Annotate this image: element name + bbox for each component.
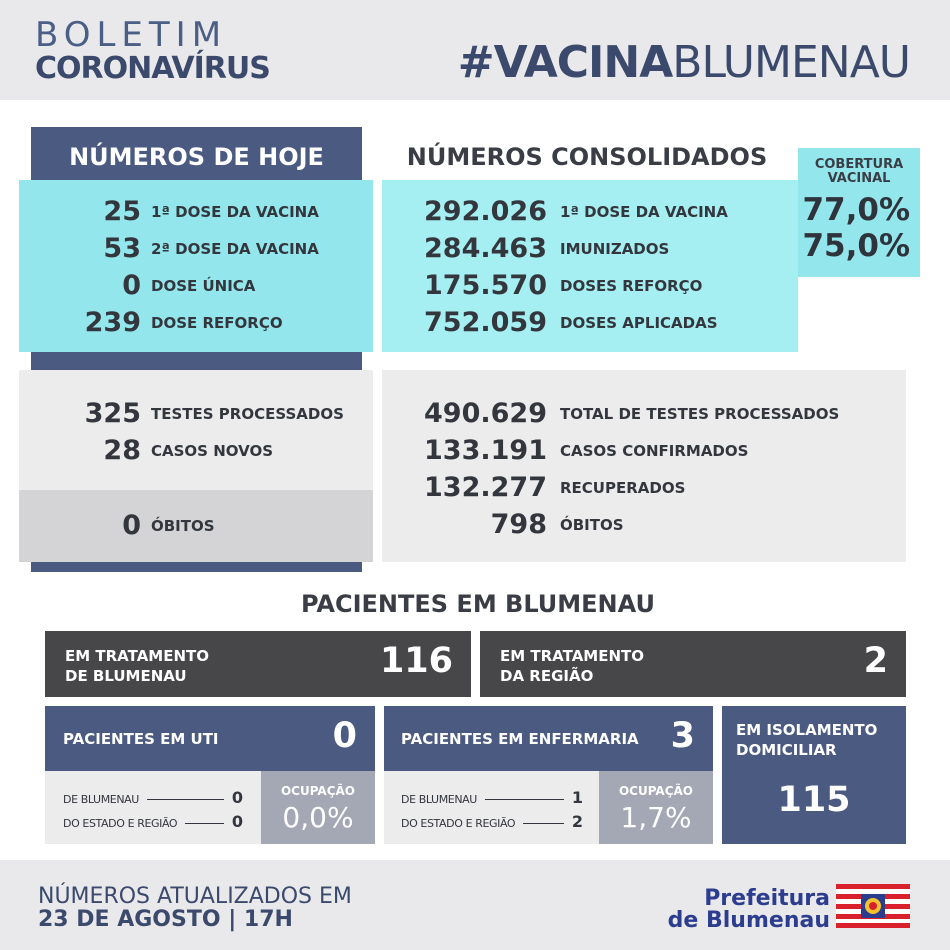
uti-row-label: DE BLUMENAU: [63, 793, 139, 806]
uti-row-label: DO ESTADO E REGIÃO: [63, 817, 178, 830]
trat-blumenau-label: [65, 646, 209, 686]
stat-label: CASOS CONFIRMADOS: [560, 441, 749, 460]
trat-regiao-value: 2: [863, 641, 888, 681]
stat-value: 292.026: [424, 196, 547, 227]
hoje-vacina-row: [19, 230, 373, 267]
consolidados-testes-row: [382, 506, 906, 543]
hoje-title: NÚMEROS DE HOJE: [69, 143, 324, 171]
consolidados-testes-row: [382, 395, 906, 432]
isolamento-label-line2: DOMICILIAR: [736, 741, 837, 759]
stat-label: 2ª DOSE DA VACINA: [151, 239, 319, 258]
uti-detail-box: [45, 771, 261, 844]
hoje-obitos-row: [19, 507, 373, 544]
stat-label: 1ª DOSE DA VACINA: [151, 202, 319, 221]
stat-value: 53: [103, 233, 141, 264]
enfermaria-row-value: 1: [571, 788, 583, 807]
hoje-vacina-row: [19, 304, 373, 341]
uti-row-blumenau: [63, 788, 243, 807]
stat-label: DOSE ÚNICA: [151, 276, 256, 295]
uti-ocupacao-label: OCUPAÇÃO: [280, 784, 356, 798]
hoje-vacina-row: [19, 193, 373, 230]
hoje-vacina-list: [19, 193, 373, 341]
enfermaria-ocupacao-box: [599, 771, 713, 844]
hoje-vacina-row: [19, 267, 373, 304]
hashtag-light: BLUMENAU: [672, 37, 910, 88]
uti-value: 0: [332, 716, 357, 756]
trat-regiao-label-line2: DA REGIÃO: [500, 667, 594, 685]
enfermaria-detail-box: [384, 771, 599, 844]
trat-blumenau-value: 116: [379, 641, 453, 681]
stat-value: 0: [122, 510, 141, 541]
stat-label: DOSES REFORÇO: [560, 276, 703, 295]
trat-blumenau-label-line2: DE BLUMENAU: [65, 667, 187, 685]
stat-value: 490.629: [424, 398, 547, 429]
hoje-testes-row: [19, 395, 373, 432]
trat-blumenau-label-line1: EM TRATAMENTO: [65, 647, 210, 665]
uti-ocupacao-box: [261, 771, 375, 844]
stat-label: TESTES PROCESSADOS: [151, 404, 344, 423]
trat-regiao-label: [500, 646, 644, 686]
isolamento-value: 115: [777, 780, 851, 820]
uti-row-value: 0: [231, 812, 243, 831]
updated-label: NÚMEROS ATUALIZADOS EM: [38, 884, 352, 909]
hoje-testes-list: [19, 395, 373, 469]
enfermaria-label: PACIENTES EM ENFERMARIA: [401, 730, 639, 748]
stat-label: TOTAL DE TESTES PROCESSADOS: [560, 404, 840, 423]
blumenau-flag-icon: [836, 884, 910, 928]
consolidados-vacina-row: [382, 304, 798, 341]
stat-value: 325: [84, 398, 141, 429]
enfermaria-ocupacao-value: 1,7%: [620, 801, 692, 834]
leader-line: [485, 799, 564, 800]
prefeitura-logo-text: [660, 888, 830, 932]
hashtag-vacina-blumenau: [458, 38, 910, 88]
stat-label: ÓBITOS: [560, 515, 624, 534]
stat-value: 25: [103, 196, 141, 227]
stat-label: IMUNIZADOS: [560, 239, 670, 258]
stat-value: 132.277: [424, 472, 547, 503]
hoje-testes-row: [19, 432, 373, 469]
stat-value: 798: [490, 509, 547, 540]
coronavirus-title: CORONAVÍRUS: [35, 51, 270, 86]
uti-row-estado: [63, 812, 243, 831]
updated-date: 23 DE AGOSTO | 17H: [38, 907, 293, 932]
leader-line: [147, 799, 224, 800]
leader-line: [523, 823, 564, 824]
cobertura-title-line1: COBERTURA: [814, 157, 904, 172]
stat-label: CASOS NOVOS: [151, 441, 273, 460]
cobertura-value-2: 75,0%: [802, 228, 910, 264]
enfermaria-row-value: 2: [571, 812, 583, 831]
stat-label: ÓBITOS: [151, 516, 215, 535]
stat-value: 239: [84, 307, 141, 338]
stat-value: 175.570: [424, 270, 547, 301]
cobertura-value-1: 77,0%: [802, 192, 910, 228]
consolidados-vacina-row: [382, 193, 798, 230]
stat-value: 133.191: [424, 435, 547, 466]
stat-value: 284.463: [424, 233, 547, 264]
pacientes-title: PACIENTES EM BLUMENAU: [301, 590, 655, 618]
cobertura-title-line2: VACINAL: [827, 171, 891, 186]
stat-label: DOSE REFORÇO: [151, 313, 283, 332]
isolamento-label: [736, 720, 877, 760]
hoje-divider-bar: [31, 352, 362, 370]
boletim-title: BOLETIM: [35, 15, 228, 55]
hoje-bottom-bar: [31, 562, 362, 572]
enfermaria-row-label: DO ESTADO E REGIÃO: [401, 817, 516, 830]
trat-regiao-label-line1: EM TRATAMENTO: [500, 647, 645, 665]
uti-label: PACIENTES EM UTI: [63, 730, 219, 748]
consolidados-title: NÚMEROS CONSOLIDADOS: [406, 143, 768, 171]
trat-regiao-box: [480, 631, 906, 697]
consolidados-testes-row: [382, 432, 906, 469]
stat-label: DOSES APLICADAS: [560, 313, 718, 332]
consolidados-vacina-list: [382, 193, 798, 341]
consolidados-vacina-row: [382, 230, 798, 267]
hashtag-bold: #VACINA: [457, 37, 673, 88]
isolamento-label-line1: EM ISOLAMENTO: [736, 721, 878, 739]
consolidados-testes-list: [382, 395, 906, 543]
enfermaria-row-estado: [401, 812, 583, 831]
isolamento-box: [722, 706, 906, 844]
enfermaria-value: 3: [670, 716, 695, 756]
trat-blumenau-box: [45, 631, 471, 697]
prefeitura-line2: de Blumenau: [667, 908, 830, 933]
enfermaria-row-label: DE BLUMENAU: [401, 793, 477, 806]
stat-value: 752.059: [424, 307, 547, 338]
consolidados-testes-row: [382, 469, 906, 506]
prefeitura-line1: Prefeitura: [704, 886, 830, 911]
enfermaria-header-box: [384, 706, 713, 771]
consolidados-vacina-row: [382, 267, 798, 304]
stat-label: RECUPERADOS: [560, 478, 686, 497]
enfermaria-row-blumenau: [401, 788, 583, 807]
uti-row-value: 0: [231, 788, 243, 807]
enfermaria-ocupacao-label: OCUPAÇÃO: [618, 784, 694, 798]
stat-label: 1ª DOSE DA VACINA: [560, 202, 728, 221]
uti-ocupacao-value: 0,0%: [282, 801, 354, 834]
uti-header-box: [45, 706, 375, 771]
stat-value: 0: [122, 270, 141, 301]
stat-value: 28: [103, 435, 141, 466]
cobertura-title: [798, 158, 920, 186]
leader-line: [185, 823, 224, 824]
